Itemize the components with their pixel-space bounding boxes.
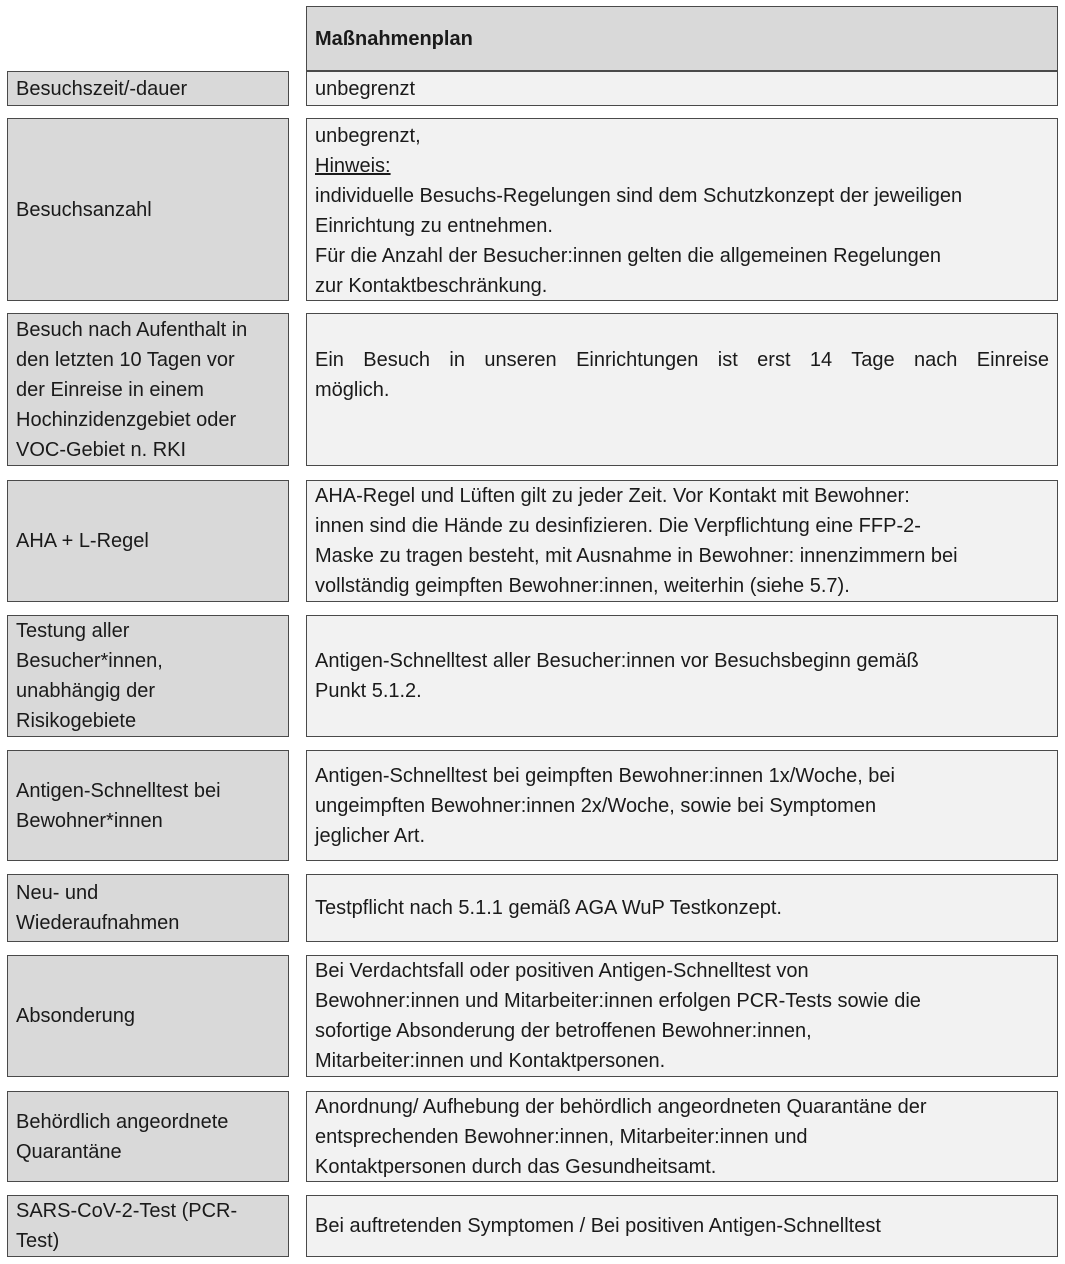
row-text-line: Einrichtung zu entnehmen. — [315, 215, 553, 237]
row-text-schnelltest-bewohner — [306, 750, 1058, 861]
row-label-line: Wiederaufnahmen — [16, 912, 180, 934]
row-label-line: VOC-Gebiet n. RKI — [16, 438, 187, 461]
row-label-testung-besucher — [7, 615, 289, 737]
row-text-aha-regel — [306, 480, 1058, 602]
row-text-line: Punkt 5.1.2. — [315, 680, 422, 702]
row-label-line: Behördlich angeordnete — [16, 1110, 229, 1133]
table-header — [306, 6, 1058, 71]
row-label-line: den letzten 10 Tagen vor — [16, 348, 235, 371]
row-text-line: Kontaktpersonen durch das Gesundheitsamt. — [315, 1155, 717, 1178]
row-text-wiederaufnahmen — [306, 874, 1058, 942]
row-label-wiederaufnahmen — [7, 874, 289, 942]
row-label-line: Antigen-Schnelltest bei — [16, 779, 221, 802]
row-text-line: jeglicher Art. — [315, 824, 426, 847]
row-text-absonderung — [306, 955, 1058, 1077]
row-label-line: Besuchszeit/-dauer — [16, 77, 188, 100]
row-text-besuch-nach-aufenthalt — [306, 313, 1058, 466]
row-label-line: Bewohner*innen — [16, 809, 163, 832]
row-text-line: Bewohner:innen und Mitarbeiter:innen erfolgen PCR-Tests sowie die — [315, 990, 921, 1012]
row-text-line: individuelle Besuchs-Regelungen sind dem Schutzkonzept der jeweiligen — [315, 185, 963, 207]
row-text-line: unbegrenzt, — [315, 125, 421, 147]
row-text-line: Testpflicht nach 5.1.1 gemäß AGA WuP Testkonzept. — [315, 897, 782, 919]
row-text-quarantaene — [306, 1091, 1058, 1182]
row-label-quarantaene — [7, 1091, 289, 1182]
row-text-testung-besucher — [306, 615, 1058, 737]
row-text-line: Bei Verdachtsfall oder positiven Antigen-Schnelltest von — [315, 960, 809, 982]
row-text-line: Mitarbeiter:innen und Kontaktpersonen. — [315, 1050, 666, 1072]
row-text-line: zur Kontaktbeschränkung. — [315, 275, 548, 297]
row-text-line: vollständig geimpften Bewohner:innen, weiterhin (siehe 5.7). — [315, 575, 850, 597]
row-text-sars-cov-2-test — [306, 1195, 1058, 1257]
row-text-line: innen sind die Hände zu desinfizieren. Die Verpflichtung eine FFP-2- — [315, 515, 921, 537]
table-title: Maßnahmenplan — [315, 27, 473, 50]
row-label-line: Besuchsanzahl — [16, 198, 152, 221]
row-text-line: entsprechenden Bewohner:innen, Mitarbeiter:innen und — [315, 1125, 808, 1148]
row-label-line: Neu- und — [16, 882, 99, 904]
row-text-line: Anordnung/ Aufhebung der behördlich angeordneten Quarantäne der — [315, 1095, 927, 1118]
row-text-besuchsanzahl — [306, 118, 1058, 301]
row-text-line: AHA-Regel und Lüften gilt zu jeder Zeit. Vor Kontakt mit Bewohner: — [315, 485, 910, 507]
row-label-line: Besuch nach Aufenthalt in — [16, 318, 248, 341]
row-text-line: möglich. — [315, 379, 390, 401]
row-label-line: AHA + L-Regel — [16, 530, 149, 552]
row-label-line: unabhängig der — [16, 680, 156, 702]
row-label-sars-cov-2-test — [7, 1195, 289, 1257]
row-label-line: Besucher*innen, — [16, 650, 163, 672]
hinweis-label: Hinweis: — [315, 155, 391, 177]
row-label-line: Test) — [16, 1230, 60, 1252]
row-label-line: Hochinzidenzgebiet oder — [16, 408, 237, 431]
row-label-absonderung — [7, 955, 289, 1077]
row-label-line: Risikogebiete — [16, 710, 137, 732]
row-text-line: unbegrenzt — [315, 77, 416, 100]
row-label-line: Absonderung — [16, 1005, 135, 1027]
row-label-line: Quarantäne — [16, 1140, 122, 1163]
row-label-aha-regel — [7, 480, 289, 602]
row-label-line: der Einreise in einem — [16, 378, 204, 401]
row-label-line: SARS-CoV-2-Test (PCR- — [16, 1200, 238, 1222]
row-text-line: Ein Besuch in unseren Einrichtungen ist erst 14 Tage nach Einreise — [315, 349, 1049, 371]
row-text-line: sofortige Absonderung der betroffenen Bewohner:innen, — [315, 1020, 812, 1042]
row-label-besuchsanzahl — [7, 118, 289, 301]
row-label-schnelltest-bewohner — [7, 750, 289, 861]
row-label-line: Testung aller — [16, 620, 130, 642]
row-text-besuchszeit — [306, 71, 1058, 106]
row-text-line: Bei auftretenden Symptomen / Bei positiven Antigen-Schnelltest — [315, 1215, 881, 1237]
row-text-line: ungeimpften Bewohner:innen 2x/Woche, sowie bei Symptomen — [315, 794, 877, 817]
row-label-besuchszeit — [7, 71, 289, 106]
row-text-line: Antigen-Schnelltest bei geimpften Bewohner:innen 1x/Woche, bei — [315, 764, 895, 787]
row-text-line: Antigen-Schnelltest aller Besucher:innen vor Besuchsbeginn gemäß — [315, 650, 919, 672]
row-label-besuch-nach-aufenthalt — [7, 313, 289, 466]
row-text-line: Für die Anzahl der Besucher:innen gelten die allgemeinen Regelungen — [315, 245, 941, 267]
row-text-line: Maske zu tragen besteht, mit Ausnahme in Bewohner: innenzimmern bei — [315, 545, 958, 567]
